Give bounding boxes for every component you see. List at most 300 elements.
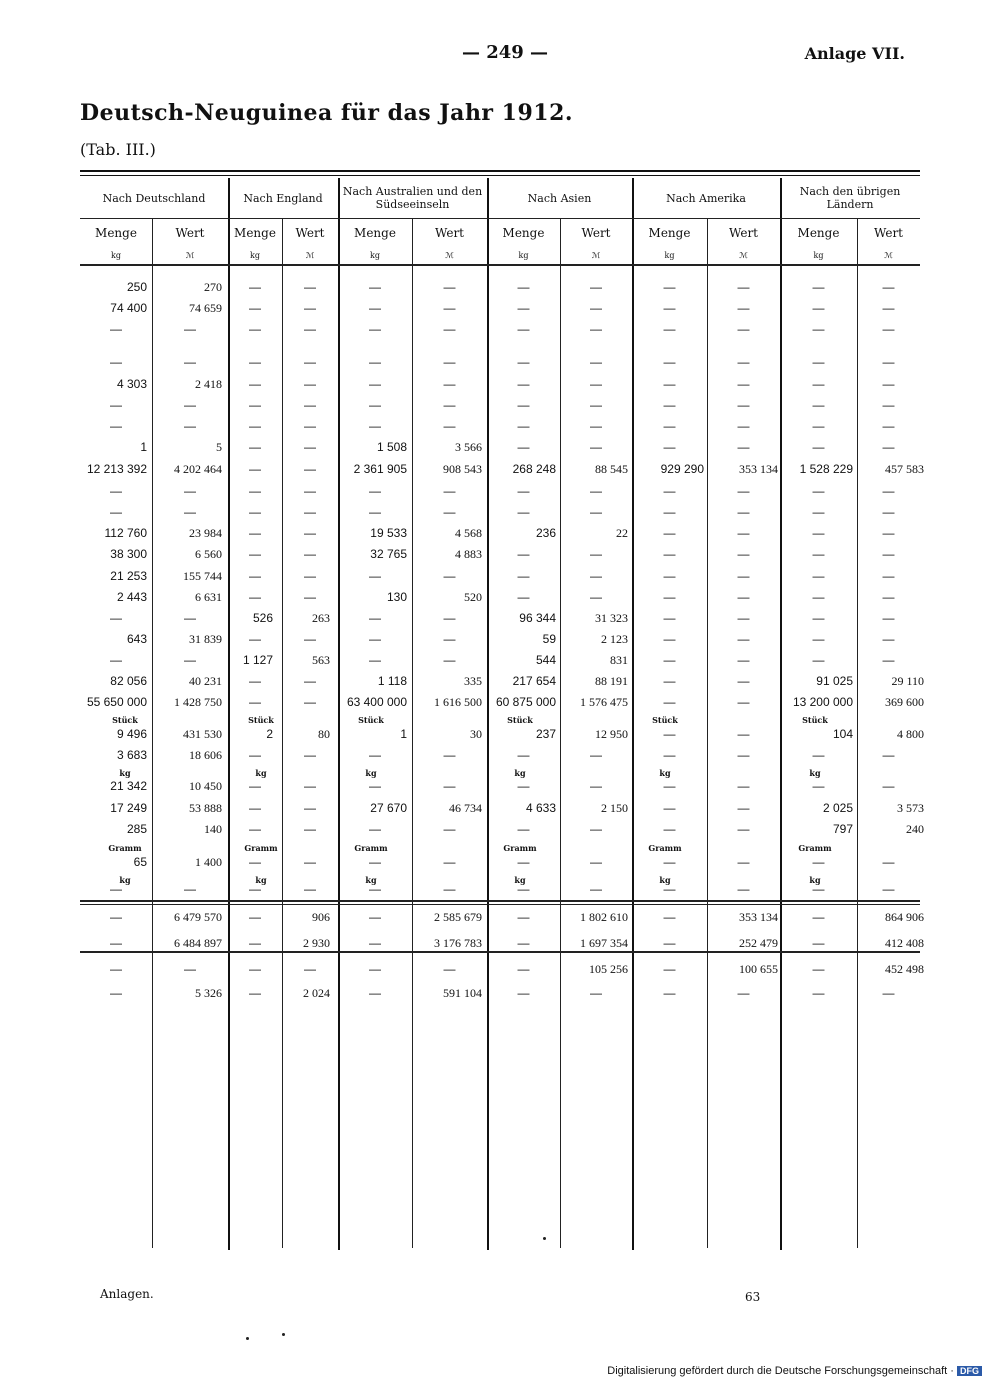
table-cell: —	[812, 322, 825, 336]
table-cell: 2 418	[195, 377, 222, 391]
table-cell: —	[184, 882, 196, 896]
table-cell: —	[369, 882, 381, 896]
table-cell: —	[369, 280, 381, 294]
table-cell: —	[443, 822, 456, 836]
table-cell: —	[369, 632, 381, 646]
table-cell: —	[737, 505, 750, 519]
table-cell: —	[369, 322, 381, 336]
table-cell: —	[517, 822, 530, 836]
speck	[282, 1333, 285, 1336]
unit-kg: kg	[370, 251, 380, 260]
table-cell: —	[812, 569, 825, 583]
table-cell: —	[517, 322, 530, 336]
table-cell: —	[590, 355, 602, 369]
table-cell: —	[737, 882, 750, 896]
table-cell: —	[663, 547, 676, 561]
table-cell: 31 323	[595, 611, 628, 625]
table-cell: 1 616 500	[434, 695, 482, 709]
table-cell: —	[812, 632, 825, 646]
table-cell: —	[737, 611, 750, 625]
table-cell: —	[369, 484, 381, 498]
table-cell: —	[737, 377, 750, 391]
menge-header: Menge	[797, 226, 840, 240]
table-cell: 82 056	[110, 674, 147, 688]
unit-mark-kg: kg	[255, 768, 267, 778]
table-cell: —	[184, 398, 196, 412]
table-cell: —	[663, 674, 676, 688]
table-cell: 9 496	[116, 727, 147, 741]
table-subtitle: (Tab. III.)	[80, 140, 156, 159]
table-cell: 2 361 905	[353, 462, 407, 476]
table-cell: —	[517, 590, 530, 604]
table-cell: 526	[252, 611, 273, 625]
table-cell: —	[812, 611, 825, 625]
table-cell: —	[517, 355, 530, 369]
table-cell: —	[517, 910, 530, 924]
table-cell: —	[304, 462, 316, 476]
table-cell: —	[369, 398, 381, 412]
unit-mark-stueck: Stück	[652, 715, 678, 725]
table-cell: —	[812, 855, 825, 869]
table-cell: —	[663, 748, 676, 762]
table-cell: —	[663, 611, 676, 625]
unit-mark-stueck: Stück	[507, 715, 533, 725]
table-cell: 140	[204, 822, 222, 836]
table-cell: —	[737, 440, 750, 454]
menge-header: Menge	[502, 226, 545, 240]
table-cell: —	[590, 440, 602, 454]
table-cell: —	[369, 653, 381, 667]
table-cell: —	[663, 377, 676, 391]
table-cell: 1 428 750	[174, 695, 222, 709]
table-cell: 65	[133, 855, 147, 869]
top-rule-thick	[80, 170, 920, 172]
table-cell: —	[663, 484, 676, 498]
table-cell: —	[882, 398, 895, 412]
table-cell: —	[184, 322, 196, 336]
table-cell: —	[663, 440, 676, 454]
table-cell: —	[443, 882, 456, 896]
table-cell: 17 249	[110, 801, 147, 815]
table-cell: —	[443, 779, 456, 793]
table-cell: 1 400	[195, 855, 222, 869]
table-cell: —	[737, 526, 750, 540]
unit-mark-kg: kg	[365, 768, 377, 778]
table-cell: —	[882, 440, 895, 454]
table-cell: —	[369, 986, 381, 1000]
table-cell: —	[663, 280, 676, 294]
table-cell: 270	[204, 280, 222, 294]
unit-mark-gramm: Gramm	[354, 843, 388, 853]
table-cell: —	[369, 419, 381, 433]
table-cell: —	[110, 986, 122, 1000]
table-cell: —	[443, 377, 456, 391]
table-cell: —	[812, 484, 825, 498]
table-cell: —	[369, 505, 381, 519]
table-cell: —	[369, 779, 381, 793]
table-cell: —	[517, 419, 530, 433]
table-cell: —	[663, 653, 676, 667]
table-cell: —	[249, 936, 261, 950]
table-cell: 369 600	[885, 695, 924, 709]
table-cell: —	[882, 419, 895, 433]
table-cell: 96 344	[519, 611, 556, 625]
table-cell: —	[517, 280, 530, 294]
table-cell: —	[737, 748, 750, 762]
table-cell: 80	[318, 727, 330, 741]
table-cell: —	[369, 855, 381, 869]
table-cell: —	[663, 822, 676, 836]
unit-mark-gramm: Gramm	[503, 843, 537, 853]
table-cell: —	[249, 986, 261, 1000]
table-cell: —	[184, 611, 196, 625]
table-cell: 412 408	[885, 936, 924, 950]
table-cell: —	[812, 440, 825, 454]
table-cell: 929 290	[660, 462, 704, 476]
table-cell: —	[304, 569, 316, 583]
footer-page: 63	[745, 1290, 761, 1304]
table-cell: —	[882, 322, 895, 336]
table-cell: —	[517, 484, 530, 498]
table-cell: —	[443, 484, 456, 498]
table-cell: —	[517, 962, 530, 976]
table-cell: —	[517, 748, 530, 762]
table-cell: 23 984	[189, 526, 222, 540]
table-cell: —	[369, 355, 381, 369]
table-cell: —	[517, 936, 530, 950]
table-cell: —	[882, 590, 895, 604]
wert-header: Wert	[295, 226, 325, 240]
table-cell: —	[110, 484, 122, 498]
table-cell: 2	[266, 727, 273, 741]
table-cell: —	[517, 440, 530, 454]
group-header: Nach den übrigen Ländern	[799, 185, 901, 211]
unit-kg: kg	[111, 251, 121, 260]
table-cell: —	[304, 398, 316, 412]
table-cell: 12 213 392	[86, 462, 147, 476]
top-rule-thin	[80, 175, 920, 176]
table-cell: —	[369, 748, 381, 762]
table-cell: —	[663, 962, 676, 976]
wert-header: Wert	[175, 226, 205, 240]
table-cell: 908 543	[443, 462, 482, 476]
table-cell: —	[110, 910, 122, 924]
table-cell: 431 530	[183, 727, 222, 741]
table-cell: —	[812, 653, 825, 667]
table-cell: —	[249, 962, 261, 976]
table-cell: —	[812, 962, 825, 976]
table-cell: —	[737, 355, 750, 369]
table-cell: —	[249, 801, 261, 815]
unit-mark-stueck: Stück	[248, 715, 274, 725]
speck	[543, 1237, 546, 1240]
table-cell: 88 191	[595, 674, 628, 688]
table-cell: —	[812, 547, 825, 561]
table-cell: 74 659	[189, 301, 222, 315]
table-cell: —	[369, 611, 381, 625]
table-cell: —	[590, 301, 602, 315]
table-cell: —	[737, 653, 750, 667]
table-cell: —	[663, 322, 676, 336]
table-cell: 2 443	[116, 590, 147, 604]
table-cell: —	[304, 695, 316, 709]
unit-mark-kg: kg	[514, 875, 526, 885]
table-cell: —	[249, 322, 261, 336]
table-cell: —	[663, 855, 676, 869]
table-cell: 29 110	[891, 674, 924, 688]
table-cell: —	[517, 855, 530, 869]
table-cell: —	[249, 377, 261, 391]
group-header: Nach Australien und den Südseeinseln	[342, 185, 483, 211]
table-cell: —	[443, 569, 456, 583]
table-cell: —	[590, 377, 602, 391]
table-cell: —	[304, 674, 316, 688]
table-cell: 2 930	[303, 936, 330, 950]
table-cell: 32 765	[370, 547, 407, 561]
group-divider-line	[338, 178, 340, 1250]
table-cell: —	[737, 280, 750, 294]
menge-header: Menge	[95, 226, 137, 240]
table-cell: —	[590, 882, 602, 896]
table-cell: —	[590, 398, 602, 412]
table-cell: —	[249, 674, 261, 688]
table-cell: —	[304, 855, 316, 869]
table-cell: 3 683	[116, 748, 147, 762]
table-cell: 112 760	[104, 526, 147, 540]
wert-header: Wert	[873, 226, 903, 240]
table-cell: 864 906	[885, 910, 924, 924]
unit-mark: ℳ	[445, 251, 454, 260]
table-cell: —	[304, 377, 316, 391]
unit-mark-kg: kg	[255, 875, 267, 885]
table-cell: —	[304, 962, 316, 976]
table-cell: —	[517, 547, 530, 561]
table-cell: —	[590, 748, 602, 762]
table-cell: 2 123	[601, 632, 628, 646]
table-cell: —	[737, 801, 750, 815]
group-header: Nach England	[243, 191, 323, 205]
table-cell: 591 104	[443, 986, 482, 1000]
table-cell: —	[110, 653, 122, 667]
table-cell: —	[249, 280, 261, 294]
table-cell: 38 300	[110, 547, 147, 561]
table-cell: 2 585 679	[434, 910, 482, 924]
table-cell: —	[590, 855, 602, 869]
table-cell: 88 545	[595, 462, 628, 476]
table-cell: —	[590, 419, 602, 433]
table-cell: —	[110, 882, 122, 896]
table-cell: 6 484 897	[174, 936, 222, 950]
table-cell: —	[369, 377, 381, 391]
table-cell: —	[882, 779, 895, 793]
table-cell: 906	[312, 910, 330, 924]
table-cell: —	[443, 611, 456, 625]
table-cell: —	[249, 505, 261, 519]
table-cell: —	[663, 882, 676, 896]
table-cell: —	[737, 569, 750, 583]
table-cell: 2 025	[822, 801, 853, 815]
group-divider-line	[228, 178, 230, 1250]
unit-mark-kg: kg	[119, 875, 131, 885]
table-cell: —	[663, 590, 676, 604]
table-cell: 544	[535, 653, 556, 667]
table-cell: —	[737, 547, 750, 561]
unit-kg: kg	[518, 251, 529, 260]
unit-mark-kg: kg	[365, 875, 377, 885]
table-cell: —	[304, 632, 316, 646]
table-cell: 1 127	[242, 653, 273, 667]
table-cell: —	[590, 484, 602, 498]
table-cell: —	[249, 695, 261, 709]
table-cell: —	[110, 355, 122, 369]
table-cell: 21 342	[110, 779, 147, 793]
table-cell: 60 875 000	[495, 695, 556, 709]
table-cell: —	[443, 301, 456, 315]
table-cell: —	[443, 280, 456, 294]
unit-mark-kg: kg	[514, 768, 526, 778]
table-cell: —	[443, 653, 456, 667]
table-cell: —	[517, 377, 530, 391]
group-header: Nach Deutschland	[102, 191, 206, 205]
table-cell: —	[110, 398, 122, 412]
table-cell: 263	[312, 611, 330, 625]
table-cell: —	[882, 280, 895, 294]
table-cell: —	[110, 322, 122, 336]
table-cell: 6 560	[195, 547, 222, 561]
table-cell: —	[737, 590, 750, 604]
table-cell: 457 583	[885, 462, 924, 476]
group-divider-line	[632, 178, 634, 1250]
table-cell: —	[184, 419, 196, 433]
table-cell: —	[737, 419, 750, 433]
table-cell: —	[304, 301, 316, 315]
table-cell: —	[663, 936, 676, 950]
table-cell: —	[812, 779, 825, 793]
table-cell: —	[882, 986, 895, 1000]
table-cell: —	[249, 547, 261, 561]
table-cell: 12 950	[595, 727, 628, 741]
table-cell: —	[517, 986, 530, 1000]
unit-mark-kg: kg	[659, 875, 671, 885]
table-cell: 40 231	[189, 674, 222, 688]
table-cell: —	[590, 822, 602, 836]
group-divider-line	[780, 178, 782, 1250]
table-cell: 520	[464, 590, 482, 604]
table-cell: —	[304, 822, 316, 836]
table-cell: —	[249, 590, 261, 604]
group-divider-line	[487, 178, 489, 1250]
table-cell: —	[737, 822, 750, 836]
speck	[246, 1337, 249, 1340]
table-cell: —	[882, 882, 895, 896]
table-cell: 5 326	[195, 986, 222, 1000]
table-cell: —	[882, 748, 895, 762]
table-cell: —	[304, 322, 316, 336]
table-cell: 1 528 229	[799, 462, 853, 476]
table-cell: —	[304, 590, 316, 604]
table-cell: —	[304, 547, 316, 561]
table-cell: 237	[535, 727, 556, 741]
table-cell: —	[249, 419, 261, 433]
menge-header: Menge	[648, 226, 691, 240]
table-cell: 353 134	[739, 462, 778, 476]
table-cell: —	[369, 301, 381, 315]
table-cell: —	[249, 855, 261, 869]
unit-mark: ℳ	[305, 251, 315, 260]
unit-mark-kg: kg	[809, 768, 821, 778]
table-cell: 13 200 000	[792, 695, 853, 709]
table-cell: 27 670	[370, 801, 407, 815]
table-cell: —	[737, 632, 750, 646]
table-cell: 563	[312, 653, 330, 667]
table-cell: 4 633	[525, 801, 556, 815]
table-cell: —	[249, 462, 261, 476]
table-cell: —	[882, 653, 895, 667]
table-cell: —	[443, 419, 456, 433]
table-cell: —	[663, 526, 676, 540]
unit-mark-gramm: Gramm	[798, 843, 832, 853]
table-cell: —	[304, 526, 316, 540]
table-cell: 1 697 354	[580, 936, 628, 950]
table-cell: —	[812, 301, 825, 315]
table-cell: —	[663, 632, 676, 646]
table-cell: 831	[610, 653, 628, 667]
table-cell: —	[882, 377, 895, 391]
wert-header: Wert	[728, 226, 758, 240]
table-cell: —	[882, 569, 895, 583]
table-cell: 5	[216, 440, 222, 454]
annex-label: Anlage VII.	[804, 44, 905, 63]
table-cell: —	[812, 590, 825, 604]
table-cell: 100 655	[739, 962, 778, 976]
table-cell: —	[812, 377, 825, 391]
dfg-logo: DFG	[957, 1366, 982, 1376]
table-cell: —	[249, 484, 261, 498]
table-cell: —	[812, 936, 825, 950]
table-cell: —	[443, 505, 456, 519]
table-cell: —	[812, 505, 825, 519]
table-cell: 1 576 475	[580, 695, 628, 709]
table-cell: —	[249, 355, 261, 369]
table-cell: —	[443, 748, 456, 762]
table-cell: 335	[464, 674, 482, 688]
table-cell: —	[110, 962, 122, 976]
unit-mark: ℳ	[591, 251, 601, 260]
table-cell: 1 508	[376, 440, 407, 454]
table-cell: —	[304, 801, 316, 815]
table-cell: —	[737, 986, 750, 1000]
table-cell: 63 400 000	[346, 695, 407, 709]
table-cell: 155 744	[183, 569, 222, 583]
unit-mark-stueck: Stück	[358, 715, 384, 725]
unit-mark-kg: kg	[809, 875, 821, 885]
table-cell: —	[882, 355, 895, 369]
table-cell: —	[737, 398, 750, 412]
table-cell: —	[590, 569, 602, 583]
table-cell: —	[249, 748, 261, 762]
table-cell: —	[184, 355, 196, 369]
table-cell: —	[184, 505, 196, 519]
table-cell: —	[663, 301, 676, 315]
table-cell: —	[304, 355, 316, 369]
table-cell: 4 303	[116, 377, 147, 391]
table-cell: 91 025	[816, 674, 853, 688]
table-cell: —	[304, 748, 316, 762]
unit-mark: ℳ	[884, 251, 893, 260]
table-cell: 4 202 464	[174, 462, 222, 476]
table-cell: —	[249, 526, 261, 540]
table-cell: 55 650 000	[86, 695, 147, 709]
